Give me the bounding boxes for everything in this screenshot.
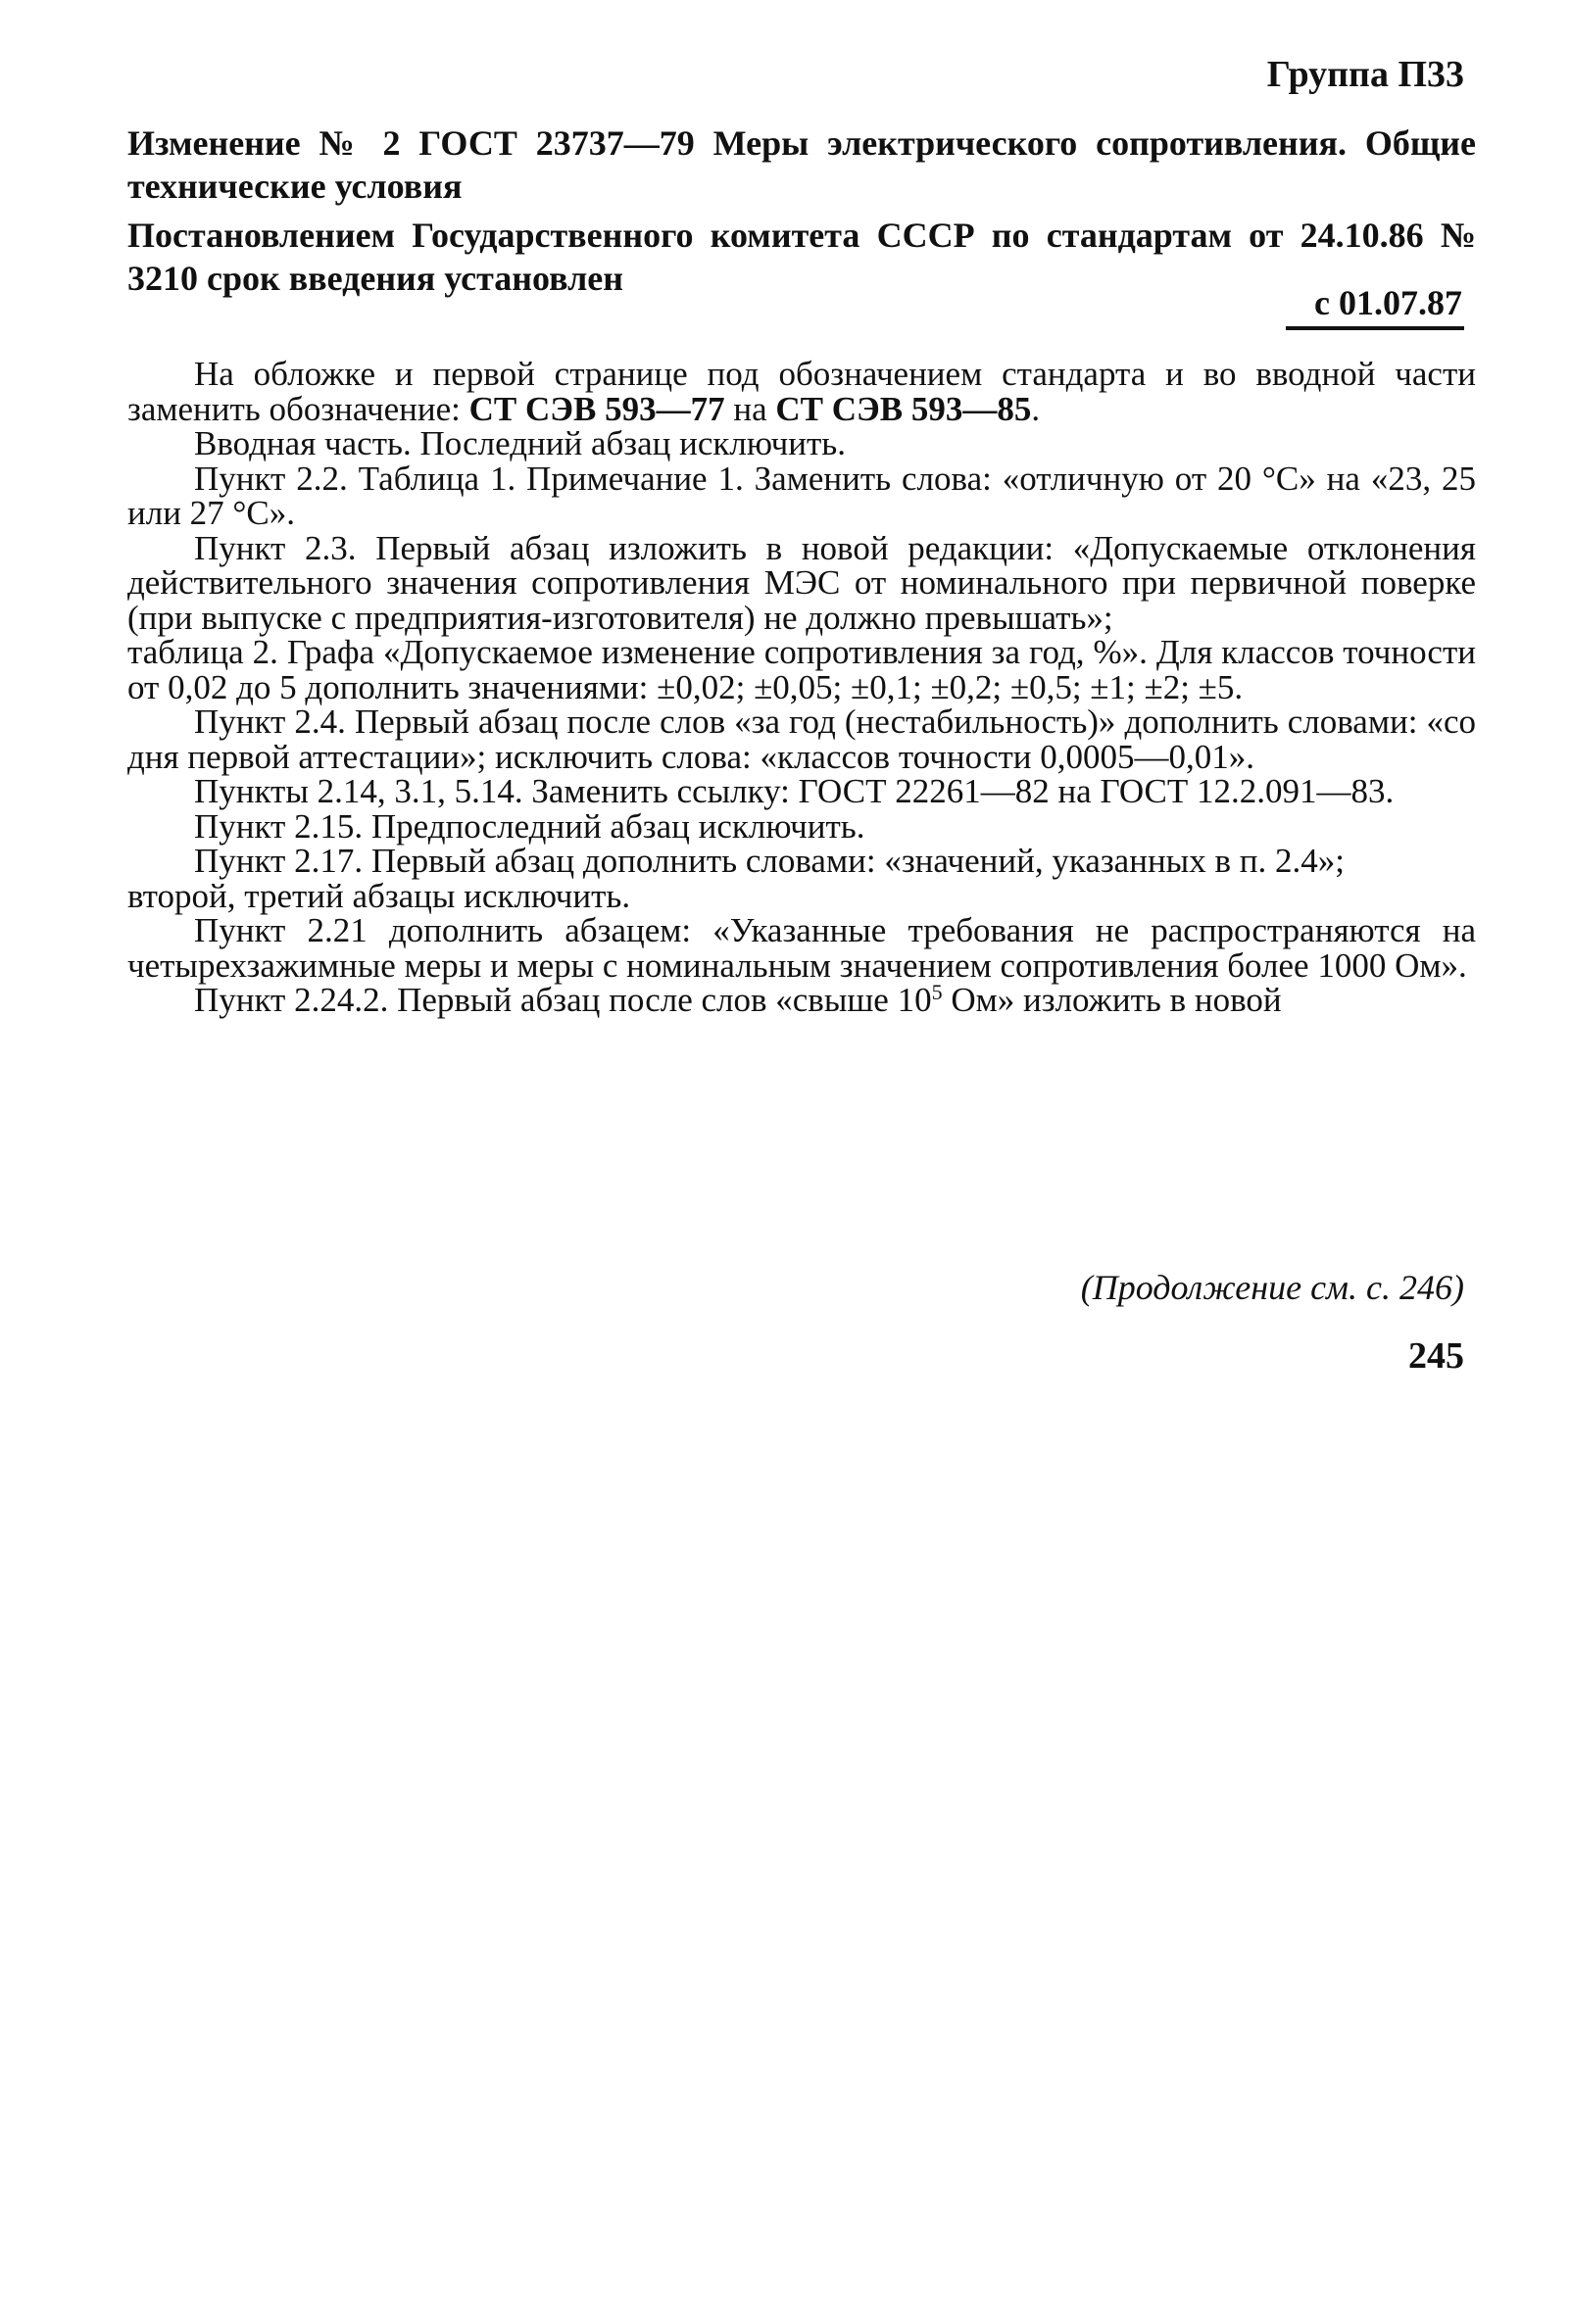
paragraph-item-2-17: Пункт 2.17. Первый абзац дополнить словами: «значений, указанных в п. 2.4»; xyxy=(194,842,1345,880)
paragraph-text: Пункт 2.24.2. Первый абзац после слов «свыше 10 xyxy=(194,981,932,1019)
paragraph-cover-designation xyxy=(127,357,1476,426)
paragraph-item-2-21: Пункт 2.21 дополнить абзацем: «Указанные требования не распространяются на четырехзажимные меры и меры с номинальным значением сопротивления более 1000 Ом». xyxy=(127,911,1476,985)
group-label: Группа П33 xyxy=(1266,54,1464,95)
paragraph-item-2-2: Пункт 2.2. Таблица 1. Примечание 1. Заменить слова: «отличную от 20 °С» на «23, 25 или 27 °С». xyxy=(127,459,1476,532)
paragraph-introduction: Вводная часть. Последний абзац исключить. xyxy=(194,424,847,462)
effective-date-rule xyxy=(1286,326,1464,330)
decree-text: Постановлением Государственного комитета СССР по стандартам от 24.10.86 № 3210 срок введения установлен xyxy=(127,216,1476,298)
effective-date: с 01.07.87 xyxy=(1314,283,1462,322)
paragraph-item-2-3: Пункт 2.3. Первый абзац изложить в новой редакции: «Допускаемые отклонения действительного значения сопротивления МЭС от номинального при первичной поверке (при выпуске с предприятия-изготовителя) не должно превышать»; xyxy=(127,528,1476,637)
paragraph-text: на xyxy=(724,389,776,428)
paragraph-item-2-4: Пункт 2.4. Первый абзац после слов «за год (нестабильность)» дополнить словами: «со дня первой аттестации»; исключить слова: «классов точности 0,0005—0,01». xyxy=(127,702,1476,776)
page-number: 245 xyxy=(1408,1335,1464,1377)
paragraph-item-2-15: Пункт 2.15. Предпоследний абзац исключить. xyxy=(194,806,865,846)
paragraph-text: На обложке и первой странице под обозначением стандарта и во вводной части заменить обозначение: xyxy=(127,355,1476,428)
continuation-note: (Продолжение см. с. 246) xyxy=(1080,1268,1464,1307)
amendment-body xyxy=(127,357,1476,1018)
paragraph-item-2-24-2 xyxy=(127,980,1476,1019)
paragraph-item-2-17-continued: второй, третий абзацы исключить. xyxy=(127,876,631,915)
amendment-title: Изменение № 2 ГОСТ 23737—79 Меры электрического сопротивления. Общие технические условия xyxy=(127,123,1476,206)
paragraph-items-2-14: Пункты 2.14, 3.1, 5.14. Заменить ссылку: ГОСТ 22261—82 на ГОСТ 12.2.091—83. xyxy=(194,772,1395,810)
paragraph-text: Ом» изложить в новой xyxy=(942,981,1282,1019)
standard-code-old: СТ СЭВ 593—77 xyxy=(468,389,725,428)
paragraph-table-2: таблица 2. Графа «Допускаемое изменение сопротивления за год, %». Для классов точности от 0,02 до 5 дополнить значениями: ±0,02; ±0,05; ±0,1; ±0,2; ±0,5; ±1; ±2; ±5. xyxy=(127,633,1476,706)
paragraph-text: . xyxy=(1031,389,1041,428)
exponent: 5 xyxy=(931,980,943,1004)
standard-code-new: СТ СЭВ 593—85 xyxy=(775,389,1032,428)
